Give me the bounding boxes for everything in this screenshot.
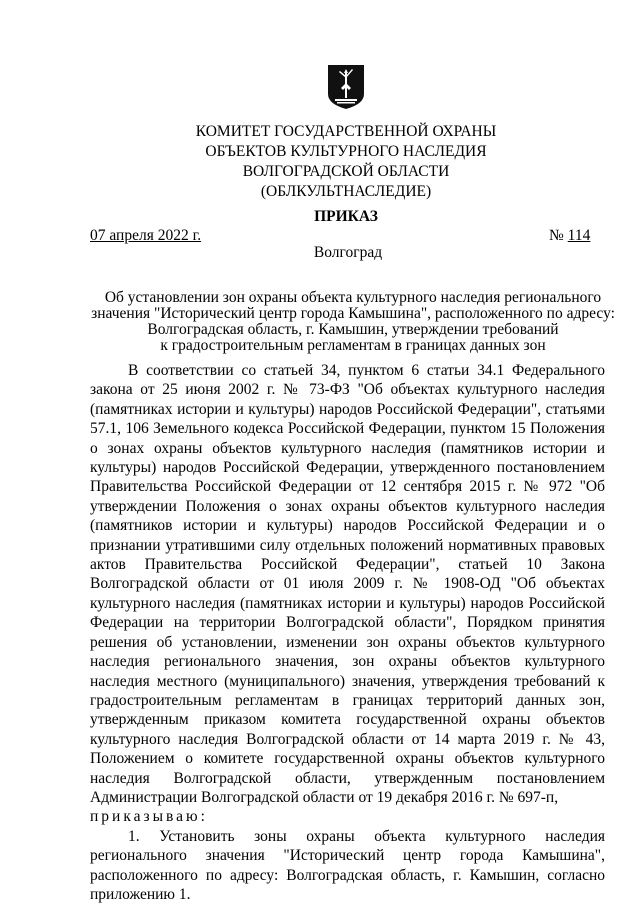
subject-line: Об установлении зон охраны объекта культурного наследия регионального xyxy=(104,289,602,306)
clause-1: 1. Установить зоны охраны объекта культурного наследия регионального значения "Исторический центр города Камышина", расположенного по адресу: Волгоградская область, г. Камышин, согласно приложению 1. xyxy=(90,827,605,903)
preamble-paragraph xyxy=(90,361,605,807)
order-date-value: 07 апреля 2022 г. xyxy=(90,227,202,244)
order-subject xyxy=(0,290,640,354)
order-city: Волгоград xyxy=(313,244,383,261)
subject-line: Волгоградская область, г. Камышин, утверждении требований xyxy=(147,321,559,338)
header-line: ВОЛГОГРАДСКОЙ ОБЛАСТИ xyxy=(242,163,450,180)
order-title: ПРИКАЗ xyxy=(314,208,378,225)
orders-word: приказываю: xyxy=(90,808,208,826)
order-body xyxy=(90,361,605,904)
header-line: КОМИТЕТ ГОСУДАРСТВЕННОЙ ОХРАНЫ xyxy=(195,123,497,140)
subject-line: значения "Исторический центр города Камышина", расположенного по адресу: xyxy=(91,305,615,322)
committee-name-header xyxy=(0,122,640,202)
header-line: ОБЪЕКТОВ КУЛЬТУРНОГО НАСЛЕДИЯ xyxy=(205,143,487,160)
order-number-prefix: № xyxy=(549,227,568,244)
volgograd-coat-of-arms-icon xyxy=(327,64,365,110)
header-line: (ОБЛКУЛЬТНАСЛЕДИЕ) xyxy=(260,183,432,200)
preamble-text: В соответствии со статьей 34, пунктом 6 статьи 34.1 Федерального закона от 25 июня 2002 г. № 73-ФЗ "Об объектах культурного наследия (памятниках истории и культуры) народов Российской Федерации", статьями 57.1, 106 Земельного кодекса Российской Федерации, пунктом 15 Положения о зонах охраны объектов культурного наследия (памятников истории и культуры) народов Российской Федерации, утвержденного постановлением Правительства Российской Федерации от 12 сентября 2015 г. № 972 "Об утверждении Положения о зонах охраны объектов культурного наследия (памятников истории и культуры) народов Российской Федерации и о признании утратившими силу отдельных положений нормативных правовых актов Правительства Российской Федерации", статьей 10 Закона Волгоградской области от 01 июля 2009 г. № 1908-ОД "Об объектах культурного наследия (памятниках истории и культуры) народов Российской Федерации на территории Волгоградской области", Порядком принятия решения об установлении, изменении зон охраны объектов культурного наследия регионального значения, зон охраны объектов культурного наследия местного (муниципального) значения, утверждения требований к градостроительным регламентам в границах территорий данных зон, утвержденным приказом комитета государственной охраны объектов культурного наследия Волгоградской области от 14 марта 2019 г. № 43, Положением о комитете государственной охраны объектов культурного наследия Волгоградской области, утвержденным постановлением Администрации Волгоградской области от 19 декабря 2016 г. № 697-п, xyxy=(90,362,605,806)
order-number-value: 114 xyxy=(567,227,591,244)
subject-line: к градостроительным регламентам в границах данных зон xyxy=(160,337,546,354)
orders-paragraph xyxy=(90,807,605,826)
